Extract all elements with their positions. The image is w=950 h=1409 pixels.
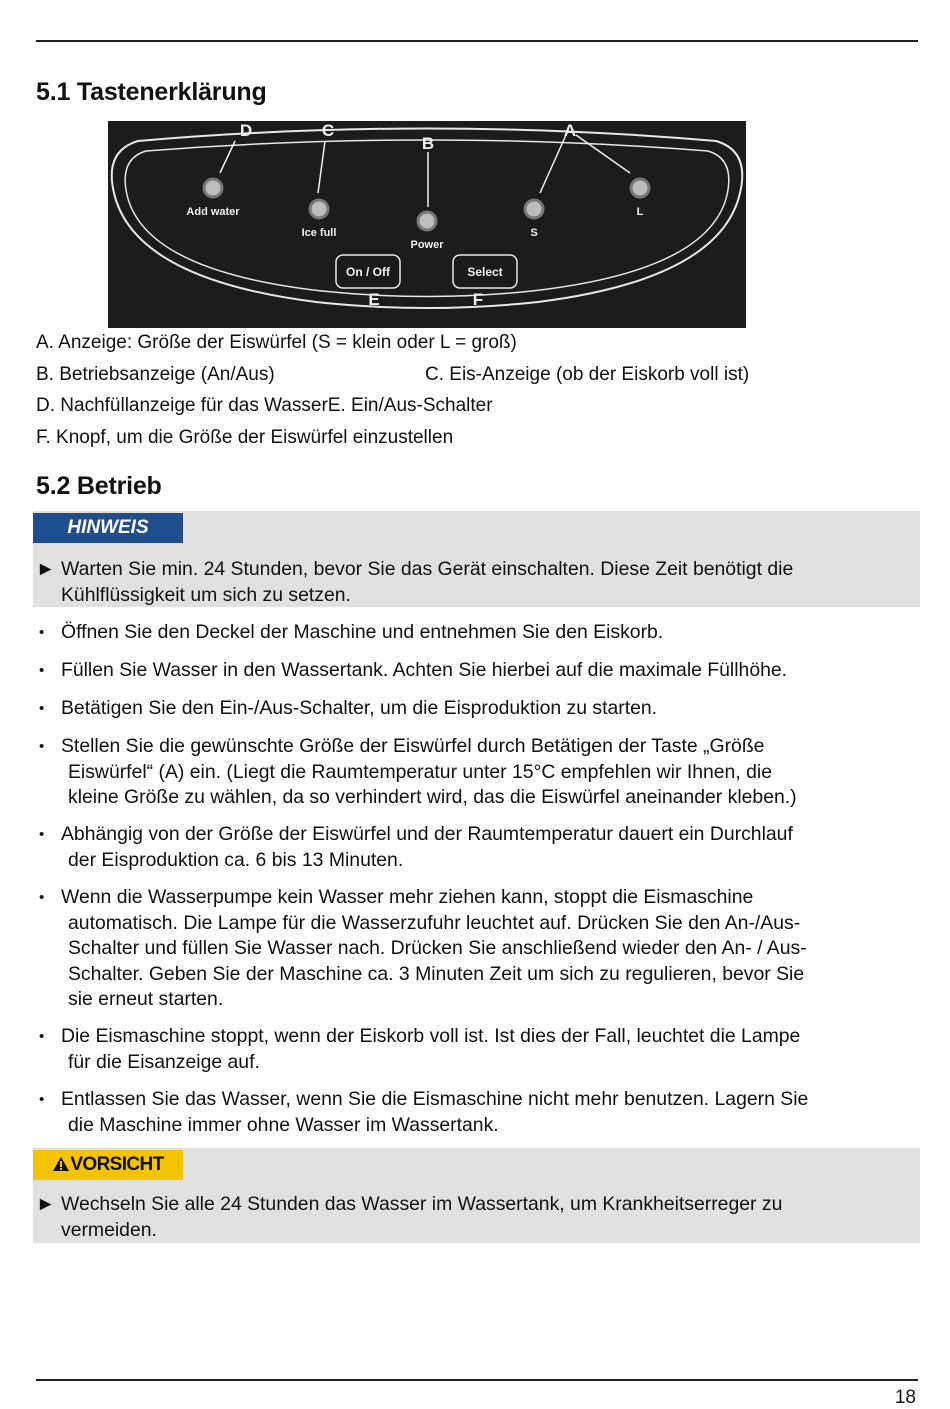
- indicator-add-water: [186, 179, 240, 218]
- callout-c: C: [321, 121, 335, 140]
- legend-c: C. Eis-Anzeige (ob der Eiskorb voll ist): [425, 364, 750, 385]
- bullet-item: [36, 885, 916, 1013]
- bullet-line: automatisch. Die Lampe für die Wasserzufuhr leuchtet auf. Drücken Sie den An-/Aus-: [68, 911, 801, 934]
- indicator-label-add-water: Add water: [186, 206, 240, 218]
- on-off-button-label: On / Off: [346, 265, 390, 279]
- bullet-item: [36, 822, 916, 873]
- bullet-icon: •: [39, 738, 45, 755]
- bullet-icon: •: [39, 662, 45, 679]
- bullet-item: [36, 1024, 916, 1075]
- vorsicht-line-1: Wechseln Sie alle 24 Stunden das Wasser im Wassertank, um Krankheitserreger zu: [61, 1193, 783, 1215]
- bullet-line: Schalter und füllen Sie Wasser nach. Drücken Sie anschließend wieder den An- / Aus-: [68, 937, 807, 959]
- bullet-line: Schalter. Geben Sie der Maschine ca. 3 Minuten Zeit um sich zu regulieren, bevor Sie: [68, 962, 805, 985]
- bullet-line: Betätigen Sie den Ein-/Aus-Schalter, um die Eisproduktion zu starten.: [61, 697, 658, 719]
- warning-triangle-icon: [52, 1156, 70, 1172]
- hinweis-line-2: Kühlflüssigkeit um sich zu setzen.: [61, 583, 351, 606]
- section-heading-betrieb: 5.2 Betrieb: [36, 472, 162, 500]
- bullet-line: Füllen Sie Wasser in den Wassertank. Achten Sie hierbei auf die maximale Füllhöhe.: [61, 659, 788, 681]
- bullet-item: [36, 696, 916, 722]
- bullet-line: Eiswürfel“ (A) ein. (Liegt die Raumtemperatur unter 15°C empfehlen wir Ihnen, die: [68, 760, 772, 783]
- bullet-item: [36, 1087, 916, 1138]
- bullet-icon: •: [39, 624, 45, 641]
- arrow-marker-icon: ►: [36, 1193, 56, 1215]
- page-number: 18: [894, 1387, 916, 1408]
- bullet-line: für die Eisanzeige auf.: [68, 1050, 260, 1073]
- bullet-line: Öffnen Sie den Deckel der Maschine und entnehmen Sie den Eiskorb.: [61, 621, 664, 643]
- indicator-ice-full: [302, 200, 337, 239]
- callout-b: B: [421, 134, 435, 153]
- callout-e: E: [368, 290, 380, 309]
- vorsicht-badge: [33, 1150, 183, 1180]
- bullet-icon: •: [39, 889, 45, 906]
- leader-a-s: [540, 135, 566, 193]
- control-panel-diagram: [108, 121, 746, 328]
- bullet-line: die Maschine immer ohne Wasser im Wassertank.: [68, 1113, 499, 1136]
- select-button[interactable]: [453, 255, 517, 288]
- callout-d: D: [239, 121, 253, 140]
- bullet-icon: •: [39, 1091, 45, 1108]
- hinweis-badge: HINWEIS: [33, 513, 183, 543]
- bullet-line: Stellen Sie die gewünschte Größe der Eiswürfel durch Betätigen der Taste „Größe: [61, 735, 765, 757]
- control-panel-image: [108, 121, 746, 328]
- vorsicht-line-2: vermeiden.: [61, 1218, 157, 1241]
- indicator-label-s: S: [530, 227, 538, 239]
- vorsicht-text: [36, 1192, 916, 1243]
- vorsicht-label: VORSICHT: [70, 1154, 164, 1175]
- bullet-item: [36, 620, 916, 646]
- select-button-label: Select: [467, 265, 503, 279]
- indicator-power: [410, 212, 444, 251]
- bullet-item: [36, 658, 916, 684]
- bullet-line: kleine Größe zu wählen, da so verhindert wird, das die Eiswürfel aneinander kleben.): [68, 786, 797, 808]
- callout-f: F: [472, 290, 484, 309]
- indicator-label-ice-full: Ice full: [301, 227, 337, 239]
- indicator-size-s: [525, 200, 543, 239]
- bullet-line: der Eisproduktion ca. 6 bis 13 Minuten.: [68, 848, 404, 871]
- bullet-item: [36, 734, 916, 811]
- bullet-line: Abhängig von der Größe der Eiswürfel und der Raumtemperatur dauert ein Durchlauf: [61, 823, 793, 845]
- legend-b: B. Betriebsanzeige (An/Aus): [36, 364, 275, 385]
- on-off-button[interactable]: [336, 255, 400, 288]
- bullet-line: Entlassen Sie das Wasser, wenn Sie die Eismaschine nicht mehr benutzen. Lagern Sie: [61, 1088, 809, 1110]
- top-rule: [36, 40, 918, 42]
- bullet-icon: •: [39, 826, 45, 843]
- legend-f: F. Knopf, um die Größe der Eiswürfel einzustellen: [36, 427, 454, 448]
- indicator-size-l: [631, 179, 649, 218]
- hinweis-text: [36, 557, 916, 608]
- callout-a: A: [563, 121, 577, 140]
- leader-a-l: [576, 135, 630, 173]
- hinweis-line-1: Warten Sie min. 24 Stunden, bevor Sie das Gerät einschalten. Diese Zeit benötigt die: [61, 558, 794, 580]
- indicator-label-power: Power: [410, 239, 444, 251]
- bullet-icon: •: [39, 700, 45, 717]
- bullet-line: Wenn die Wasserpumpe kein Wasser mehr ziehen kann, stoppt die Eismaschine: [61, 886, 754, 908]
- legend-a: A. Anzeige: Größe der Eiswürfel (S = klein oder L = groß): [36, 332, 517, 353]
- bottom-rule: [36, 1379, 918, 1381]
- section-heading-tastenerklaerung: 5.1 Tastenerklärung: [36, 78, 267, 106]
- arrow-marker-icon: ►: [36, 558, 56, 580]
- bullet-icon: •: [39, 1028, 45, 1045]
- bullet-line: Die Eismaschine stoppt, wenn der Eiskorb voll ist. Ist dies der Fall, leuchtet die Lampe: [61, 1025, 801, 1047]
- leader-c: [318, 141, 325, 193]
- indicator-label-l: L: [636, 206, 644, 218]
- legend-d-e: D. Nachfüllanzeige für das WasserE. Ein/Aus-Schalter: [36, 395, 493, 416]
- bullet-line: sie erneut starten.: [68, 988, 224, 1010]
